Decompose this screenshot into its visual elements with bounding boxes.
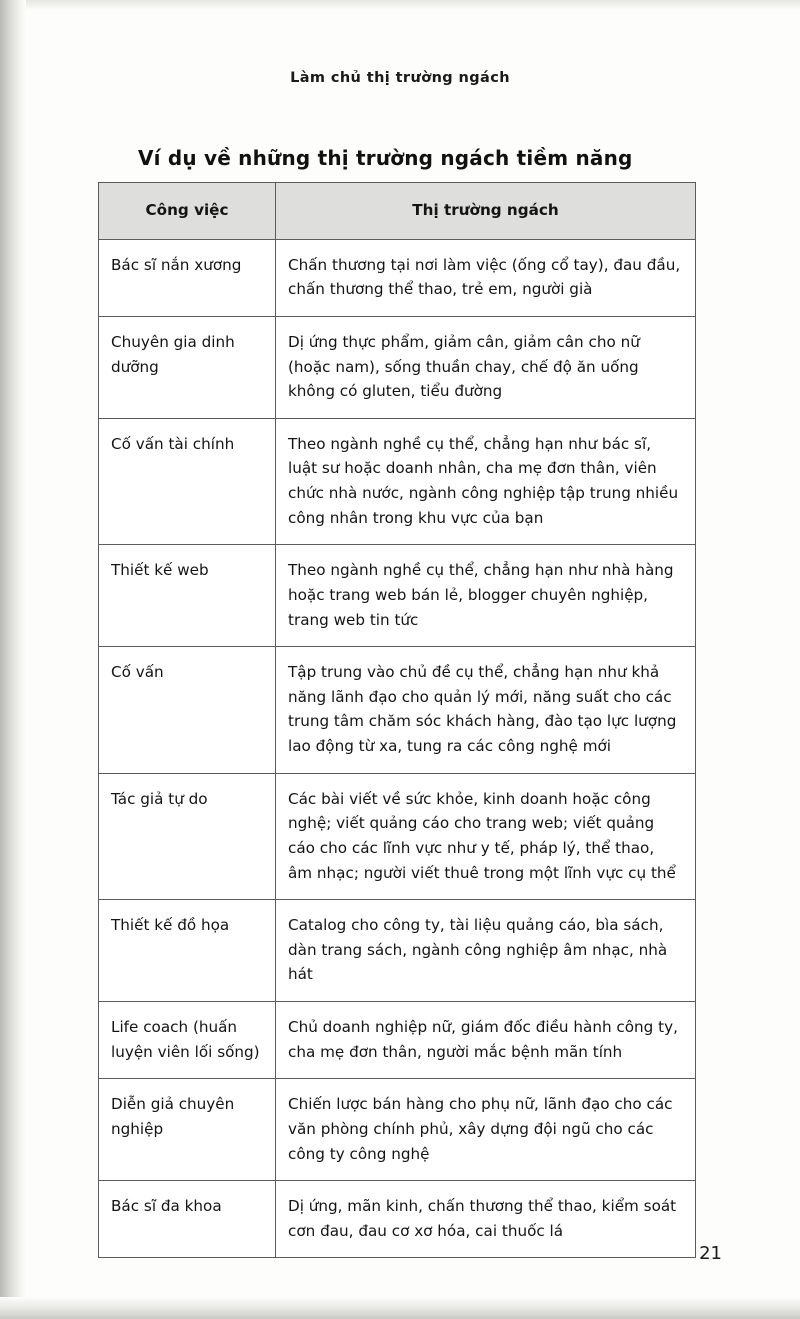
table-row — [99, 545, 696, 647]
page-title: Ví dụ về những thị trường ngách tiềm năng — [138, 146, 633, 171]
cell-job: Bác sĩ đa khoa — [99, 1181, 276, 1258]
cell-niche: Chấn thương tại nơi làm việc (ống cổ tay), đau đầu, chấn thương thể thao, trẻ em, người già — [276, 239, 696, 316]
table-row — [99, 418, 696, 545]
cell-job: Cố vấn tài chính — [99, 418, 276, 545]
table-row — [99, 773, 696, 900]
table-row — [99, 1079, 696, 1181]
cell-niche: Dị ứng thực phẩm, giảm cân, giảm cân cho nữ (hoặc nam), sống thuần chay, chế độ ăn uống không có gluten, tiểu đường — [276, 316, 696, 418]
niche-examples-table — [98, 182, 696, 1258]
cell-niche: Theo ngành nghề cụ thể, chẳng hạn như nhà hàng hoặc trang web bán lẻ, blogger chuyên nghiệp, trang web tin tức — [276, 545, 696, 647]
cell-job: Tác giả tự do — [99, 773, 276, 900]
cell-niche: Tập trung vào chủ đề cụ thể, chẳng hạn như khả năng lãnh đạo cho quản lý mới, năng suất cho các trung tâm chăm sóc khách hàng, đào tạo lực lượng lao động từ xa, tung ra các công nghệ mới — [276, 647, 696, 774]
column-header-job: Công việc — [99, 183, 276, 240]
cell-job: Diễn giả chuyên nghiệp — [99, 1079, 276, 1181]
table-body — [99, 239, 696, 1258]
cell-job: Bác sĩ nắn xương — [99, 239, 276, 316]
table-row — [99, 1181, 696, 1258]
cell-niche: Chủ doanh nghiệp nữ, giám đốc điều hành công ty, cha mẹ đơn thân, người mắc bệnh mãn tính — [276, 1002, 696, 1079]
cell-niche: Các bài viết về sức khỏe, kinh doanh hoặc công nghệ; viết quảng cáo cho trang web; viết quảng cáo cho các lĩnh vực như y tế, pháp lý, thể thao, âm nhạc; người viết thuê trong một lĩnh vực cụ thể — [276, 773, 696, 900]
table-head — [99, 183, 696, 240]
column-header-niche: Thị trường ngách — [276, 183, 696, 240]
table-header-row — [99, 183, 696, 240]
table-row — [99, 239, 696, 316]
cell-niche: Chiến lược bán hàng cho phụ nữ, lãnh đạo cho các văn phòng chính phủ, xây dựng đội ngũ cho các công ty công nghệ — [276, 1079, 696, 1181]
cell-job: Thiết kế đồ họa — [99, 900, 276, 1002]
table-row — [99, 647, 696, 774]
table-row — [99, 316, 696, 418]
running-head: Làm chủ thị trường ngách — [290, 70, 510, 86]
cell-job: Life coach (huấn luyện viên lối sống) — [99, 1002, 276, 1079]
table-row — [99, 900, 696, 1002]
cell-job: Thiết kế web — [99, 545, 276, 647]
cell-niche: Theo ngành nghề cụ thể, chẳng hạn như bác sĩ, luật sư hoặc doanh nhân, cha mẹ đơn thân, viên chức nhà nước, ngành công nghiệp tập trung nhiều công nhân trong khu vực của bạn — [276, 418, 696, 545]
cell-job: Chuyên gia dinh dưỡng — [99, 316, 276, 418]
page-number: 21 — [699, 1243, 722, 1264]
cell-job: Cố vấn — [99, 647, 276, 774]
cell-niche: Catalog cho công ty, tài liệu quảng cáo, bìa sách, dàn trang sách, ngành công nghiệp âm nhạc, nhà hát — [276, 900, 696, 1002]
table-row — [99, 1002, 696, 1079]
cell-niche: Dị ứng, mãn kinh, chấn thương thể thao, kiểm soát cơn đau, đau cơ xơ hóa, cai thuốc lá — [276, 1181, 696, 1258]
